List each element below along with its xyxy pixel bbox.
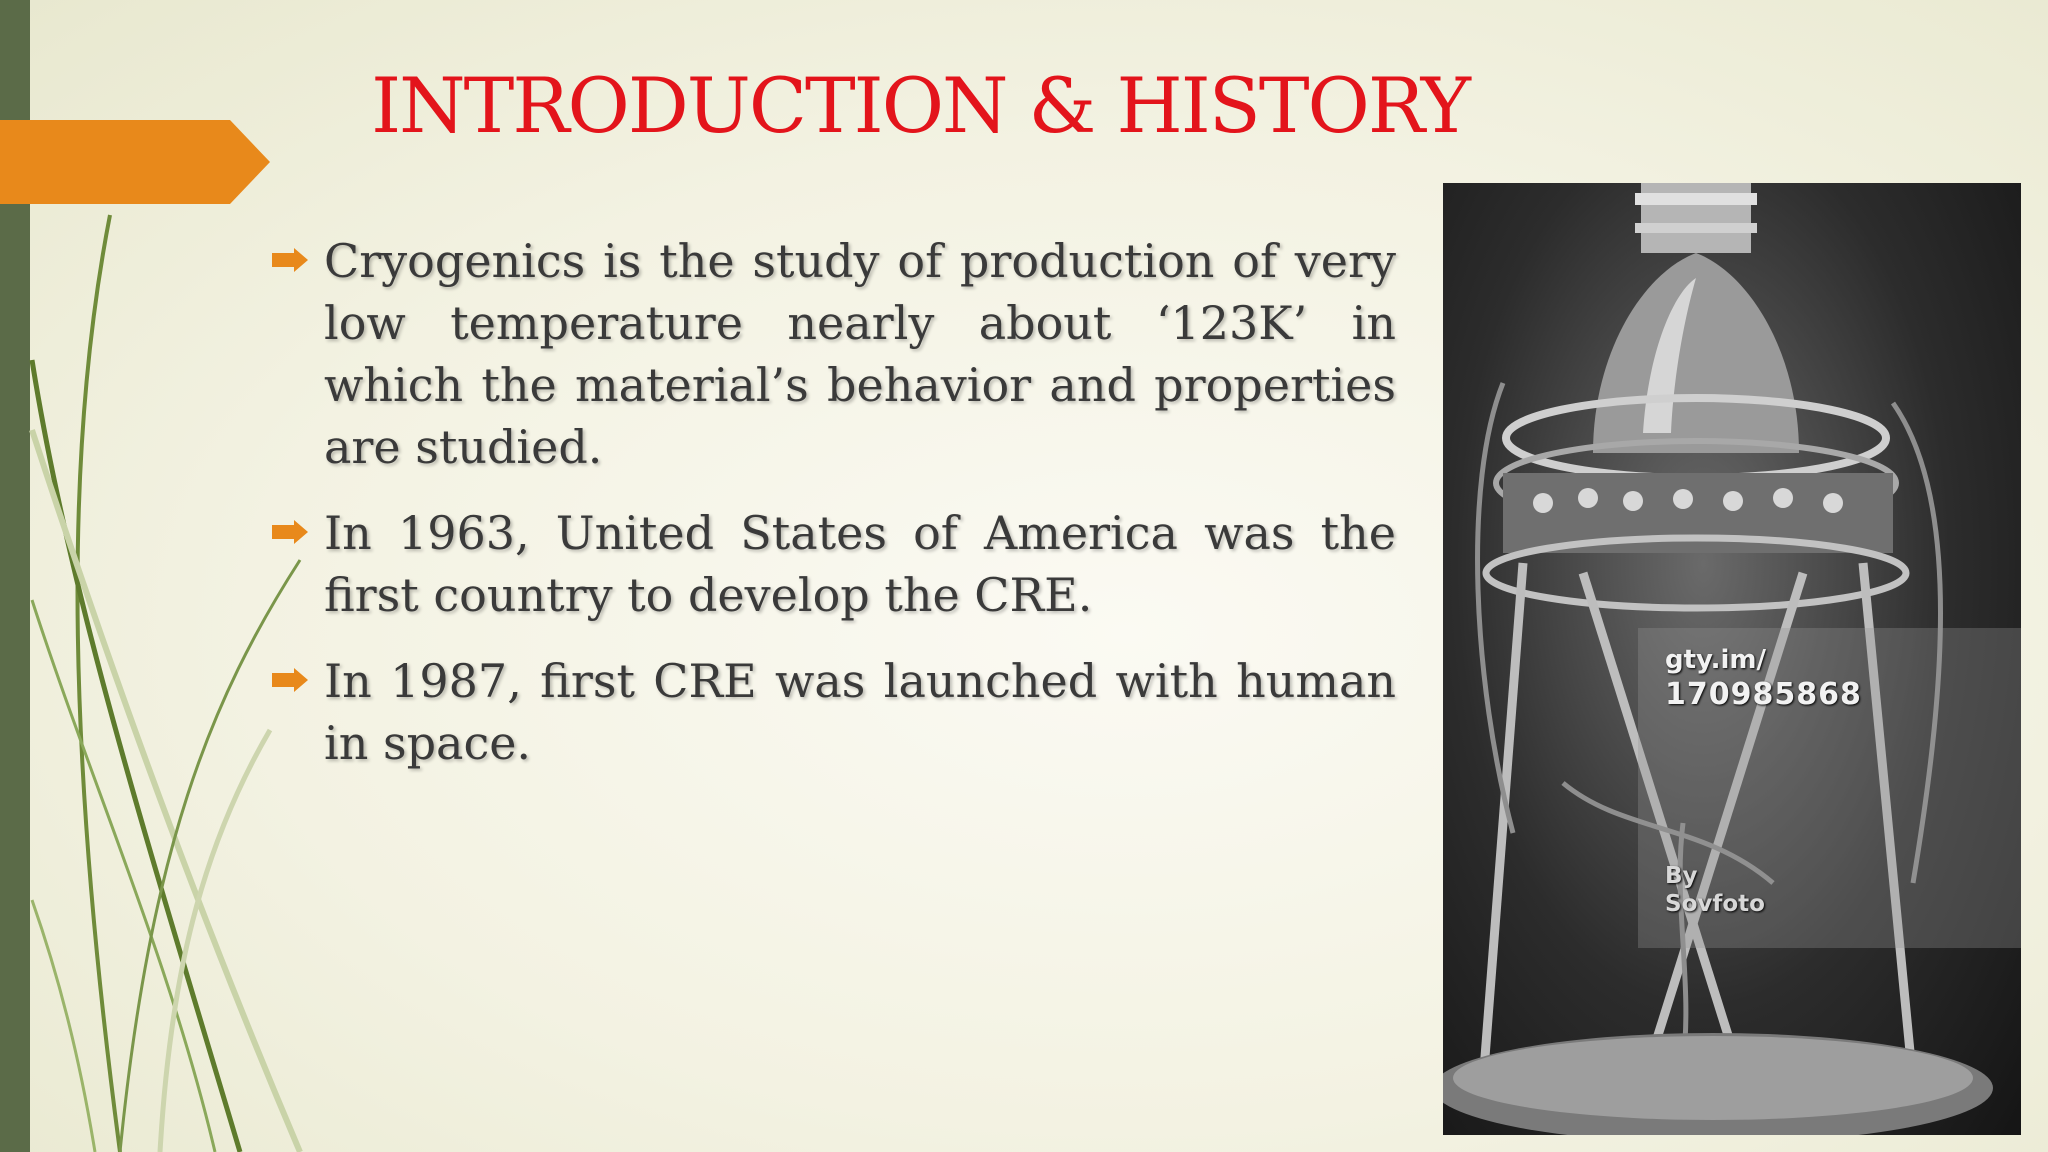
arrow-right-icon [270, 667, 310, 693]
bullet-text: Cryogenics is the study of production of very low temperature nearly about ‘123K’ in which the material’s behavior and properties are studied. [324, 234, 1396, 474]
bullet-item [268, 650, 1396, 774]
watermark-id: 170985868 [1665, 677, 1862, 712]
bullet-item [268, 502, 1396, 626]
photo-credit-by: By [1665, 863, 1698, 889]
arrow-right-icon [270, 247, 310, 273]
watermark-site: gty.im/ [1665, 645, 1766, 675]
bullet-text: In 1987, first CRE was launched with human in space. [324, 654, 1396, 770]
arrow-tab-icon [0, 120, 270, 204]
rocket-engine-photo [1443, 183, 2021, 1135]
slide-title: INTRODUCTION & HISTORY [371, 61, 1469, 150]
bullet-text: In 1963, United States of America was the first country to develop the CRE. [324, 506, 1396, 622]
arrow-right-icon [270, 519, 310, 545]
photo-credit-name: Sovfoto [1665, 891, 1765, 917]
bullet-item [268, 230, 1396, 478]
bullet-list [268, 230, 1396, 798]
